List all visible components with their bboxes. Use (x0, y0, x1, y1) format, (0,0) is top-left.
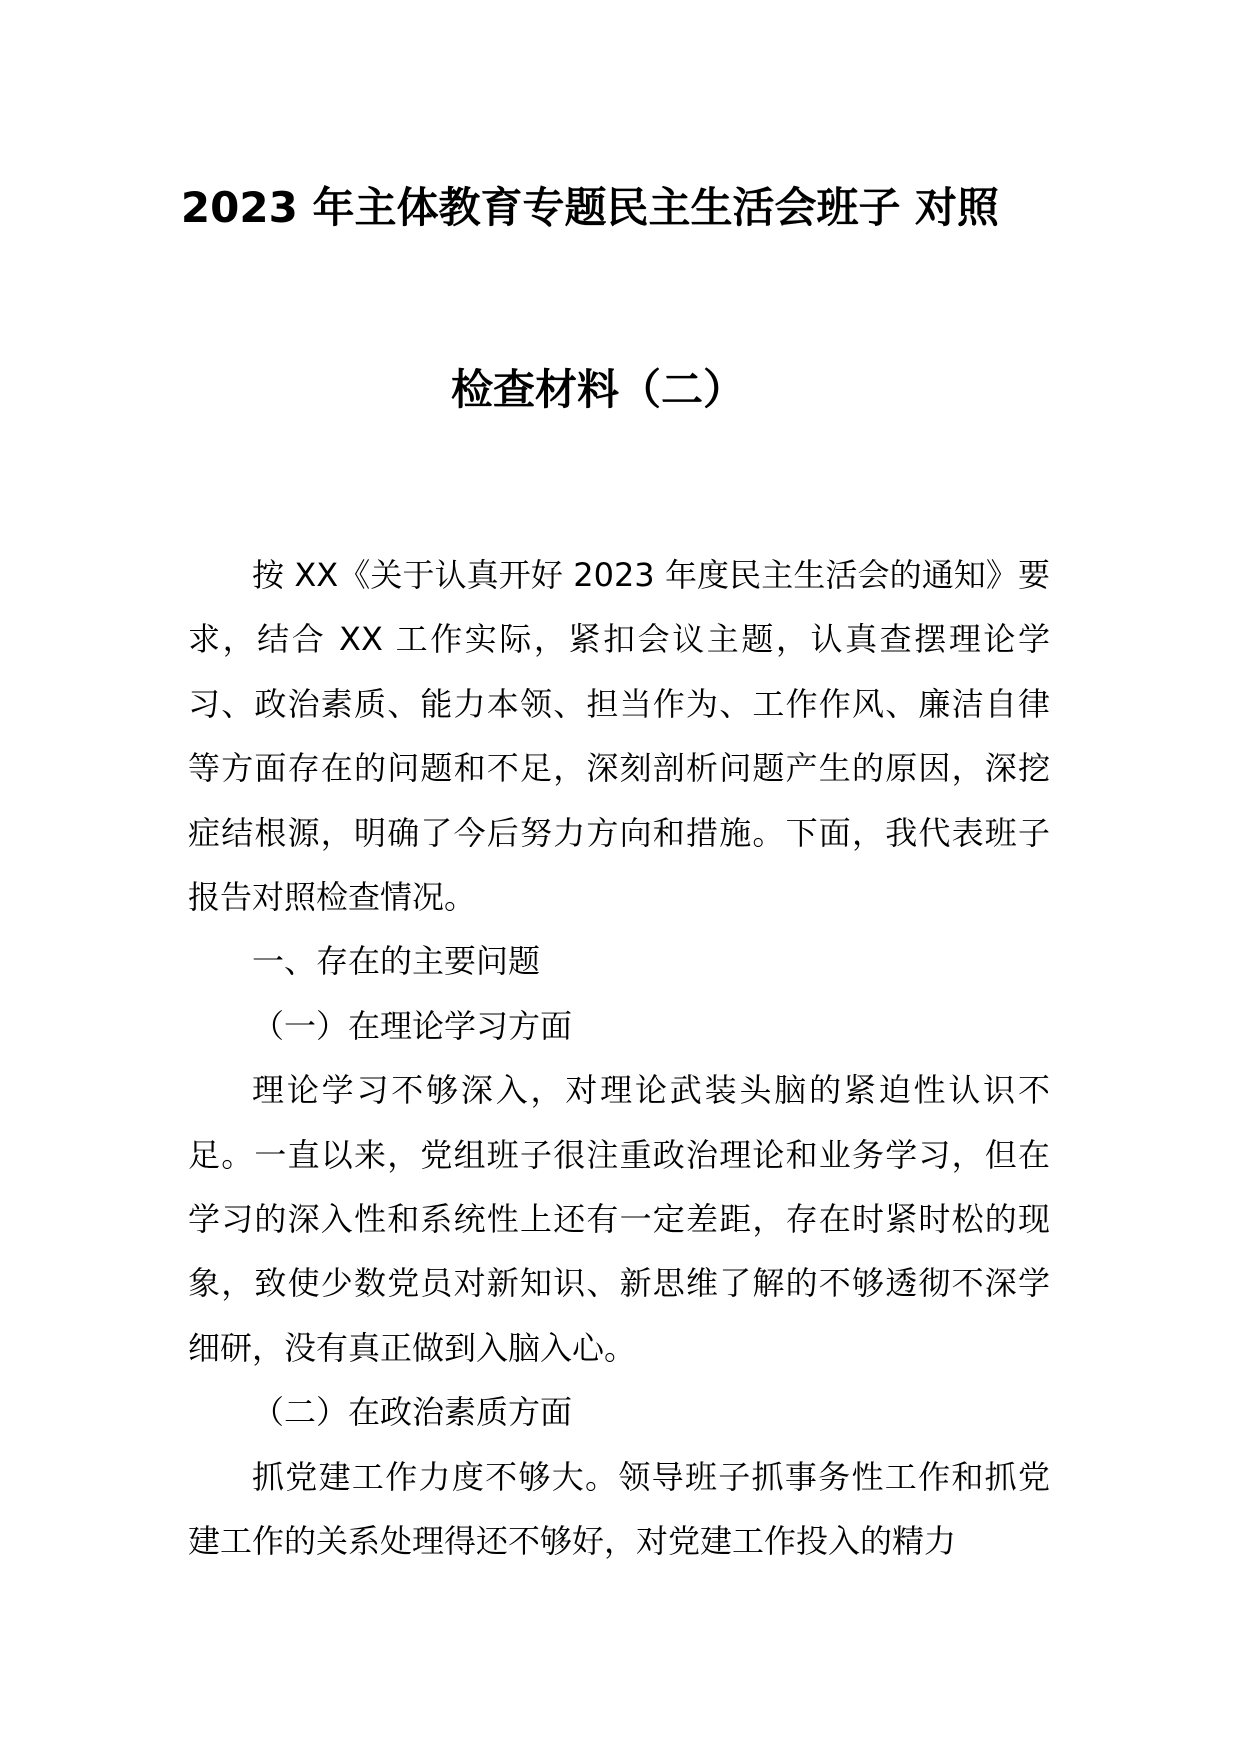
subsection-heading-political-quality: （二）在政治素质方面 (252, 1393, 573, 1432)
document-title-line-2: 检查材料（二） (450, 365, 745, 414)
document-title-line-1: 2023 年主体教育专题民主生活会班子 对照 (180, 183, 1000, 232)
political-quality-paragraph: 抓党建工作力度不够大。领导班子抓事务性工作和抓党建工作的关系处理得还不够好，对党建工作投入的精力 (188, 1457, 1050, 1561)
section-heading-main-problems: 一、存在的主要问题 (252, 942, 541, 981)
theory-study-paragraph: 理论学习不够深入，对理论武装头脑的紧迫性认识不足。一直以来，党组班子很注重政治理论和业务学习，但在学习的深入性和系统性上还有一定差距，存在时紧时松的现象，致使少数党员对新知识、新思维了解的不够透彻不深学细研，没有真正做到入脑入心。 (188, 1071, 1050, 1367)
intro-paragraph: 按 XX《关于认真开好 2023 年度民主生活会的通知》要求，结合 XX 工作实际，紧扣会议主题，认真查摆理论学习、政治素质、能力本领、担当作为、工作作风、廉洁自律等方面存在的问题和不足，深刻剖析问题产生的原因，深挖症结根源，明确了今后努力方向和措施。下面，我代表班子报告对照检查情况。 (188, 556, 1050, 917)
subsection-heading-theory-study: （一）在理论学习方面 (252, 1006, 573, 1045)
document-body (188, 543, 1050, 1574)
